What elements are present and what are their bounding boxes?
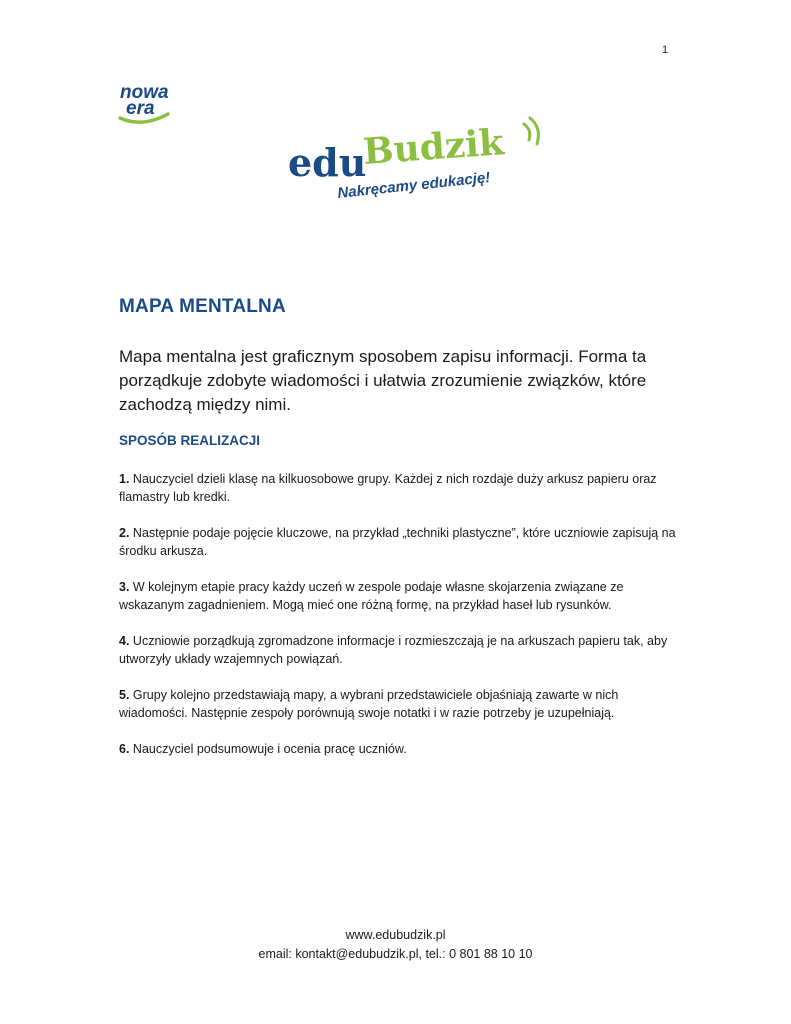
step-number: 4. (119, 634, 130, 648)
svg-text:nowa: nowa (120, 82, 169, 103)
svg-text:Nakręcamy edukację!: Nakręcamy edukację! (336, 169, 492, 202)
step-number: 3. (119, 580, 130, 594)
list-item (119, 740, 679, 758)
step-text: Grupy kolejno przedstawiają mapy, a wybrani przedstawiciele objaśniają zawarte w nich wiadomości. Następnie zespoły porównują swoje notatki i w razie potrzeby je uzupełniają. (119, 688, 619, 720)
list-item (119, 470, 679, 506)
step-number: 2. (119, 526, 130, 540)
step-text: Uczniowie porządkują zgromadzone informacje i rozmieszczają je na arkuszach papieru tak, aby utworzyły układy wzajemnych powiązań. (119, 634, 668, 666)
list-item (119, 686, 679, 722)
intro-paragraph: Mapa mentalna jest graficznym sposobem zapisu informacji. Forma ta porządkuje zdobyte wiadomości i ułatwia zrozumienie związków, które zachodzą między nimi. (119, 347, 647, 414)
list-item (119, 632, 679, 668)
list-item (119, 524, 679, 560)
footer-website: www.edubudzik.pl (345, 928, 446, 942)
page-footer (0, 926, 791, 964)
step-number: 5. (119, 688, 130, 702)
steps-list (119, 470, 679, 776)
page-number: 1 (662, 44, 669, 56)
step-number: 6. (119, 742, 130, 756)
svg-text:era: era (126, 98, 155, 119)
edubudzik-logo (286, 112, 546, 212)
footer-contact: email: kontakt@edubudzik.pl, tel.: 0 801 88 10 10 (258, 947, 533, 961)
step-text: Następnie podaje pojęcie kluczowe, na przykład „techniki plastyczne”, które uczniowie zapisują na środku arkusza. (119, 526, 676, 558)
step-number: 1. (119, 472, 130, 486)
list-item (119, 578, 679, 614)
svg-text:edu: edu (288, 140, 367, 185)
svg-text:Budzik: Budzik (361, 121, 506, 173)
step-text: Nauczyciel podsumowuje i ocenia pracę uczniów. (129, 742, 407, 756)
nowa-era-logo (116, 80, 186, 130)
section-heading: SPOSÓB REALIZACJI (119, 433, 261, 448)
step-text: Nauczyciel dzieli klasę na kilkuosobowe grupy. Każdej z nich rozdaje duży arkusz papieru oraz flamastry lub kredki. (119, 472, 657, 504)
step-text: W kolejnym etapie pracy każdy uczeń w zespole podaje własne skojarzenia związane ze wskazanym zagadnieniem. Mogą mieć one różną formę, na przykład haseł lub rysunków. (119, 580, 624, 612)
page-title: MAPA MENTALNA (119, 296, 286, 317)
